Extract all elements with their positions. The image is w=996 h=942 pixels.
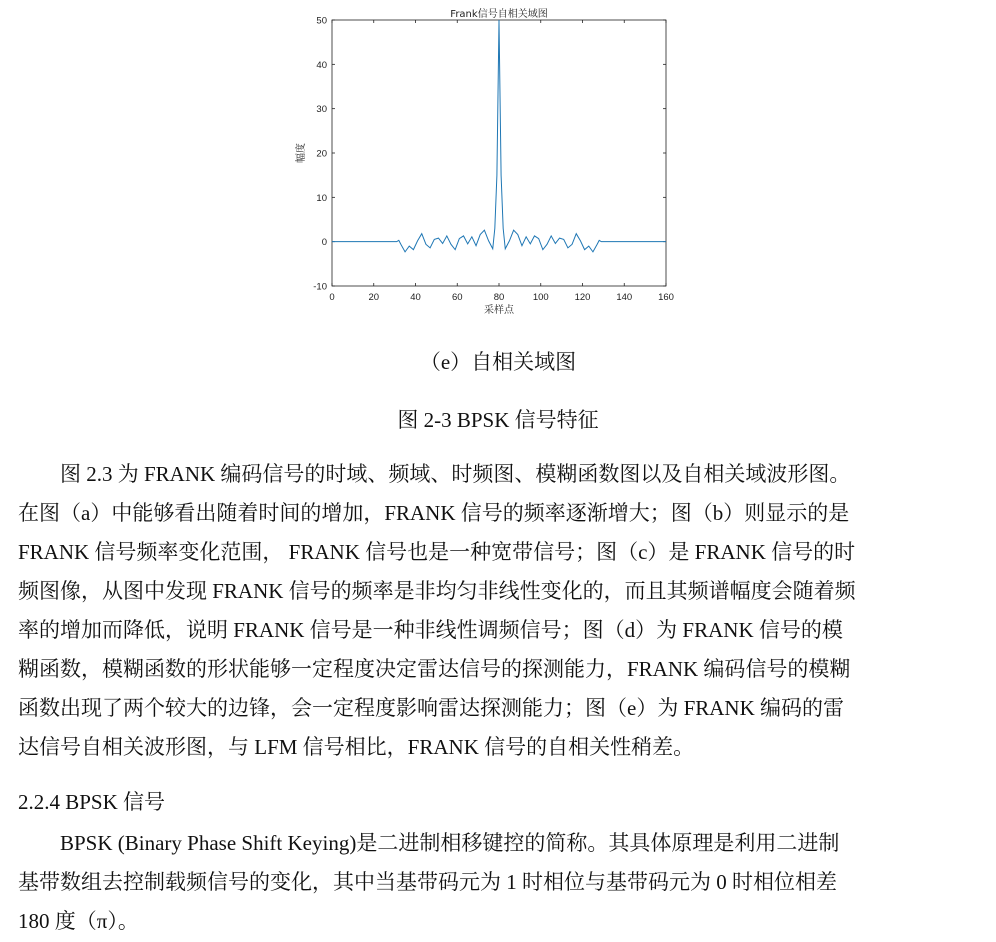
paragraph-line: 函数出现了两个较大的边锋，会一定程度影响雷达探测能力；图（e）为 FRANK 编码的雷 [18,696,845,720]
paragraph-line: BPSK (Binary Phase Shift Keying)是二进制相移键控的简称。其具体原理是利用二进制 [60,831,840,855]
paragraph-bpsk-description [18,824,978,941]
chart-title: Frank信号自相关域图 [450,9,548,20]
x-tick-label: 120 [574,292,591,303]
y-tick-label: 20 [316,148,327,160]
x-tick-label: 160 [658,292,674,303]
x-tick-label: 40 [410,292,421,303]
paragraph-frank-description [18,455,978,767]
paragraph-line: 糊函数，模糊函数的形状能够一定程度决定雷达信号的探测能力，FRANK 编码信号的模糊 [18,657,851,681]
autocorrelation-chart [280,0,700,330]
x-tick-label: 100 [532,292,549,303]
section-heading: 2.2.4 BPSK 信号 [18,790,166,814]
y-tick-label: -10 [313,281,327,293]
y-tick-label: 10 [316,192,327,204]
y-axis-label: 幅度 [296,143,307,163]
x-tick-label: 20 [368,292,380,303]
paragraph-line: 在图（a）中能够看出随着时间的增加，FRANK 信号的频率逐渐增大；图（b）则显示的是 [18,501,850,525]
paragraph-line: FRANK 信号频率变化范围， FRANK 信号也是一种宽带信号；图（c）是 FRANK 信号的时 [18,540,856,564]
x-tick-label: 80 [493,292,505,303]
y-tick-label: 30 [316,104,327,116]
x-tick-label: 140 [616,292,633,303]
paragraph-line: 基带数组去控制载频信号的变化，其中当基带码元为 1 时相位与基带码元为 0 时相位相差 [18,870,837,894]
paragraph-line: 频图像，从图中发现 FRANK 信号的频率是非均匀非线性变化的，而且其频谱幅度会随着频 [18,579,856,603]
paragraph-line: 图 2.3 为 FRANK 编码信号的时域、频域、时频图、模糊函数图以及自相关域波形图。 [60,462,851,486]
paragraph-line: 达信号自相关波形图，与 LFM 信号相比，FRANK 信号的自相关性稍差。 [18,735,695,759]
figure-caption: 图 2-3 BPSK 信号特征 [397,408,599,432]
paragraph-line: 率的增加而降低，说明 FRANK 信号是一种非线性调频信号；图（d）为 FRANK 信号的模 [18,618,843,642]
x-axis-label: 采样点 [484,305,514,316]
y-tick-label: 50 [316,15,327,27]
chart-svg [280,0,700,330]
subfigure-caption: （e）自相关域图 [419,350,577,374]
y-tick-label: 0 [321,237,327,249]
plot-frame [332,20,666,286]
paragraph-line: 180 度（π）。 [18,909,139,933]
x-tick-label: 0 [329,292,335,303]
x-tick-label: 60 [451,292,463,303]
y-tick-label: 40 [316,59,327,71]
